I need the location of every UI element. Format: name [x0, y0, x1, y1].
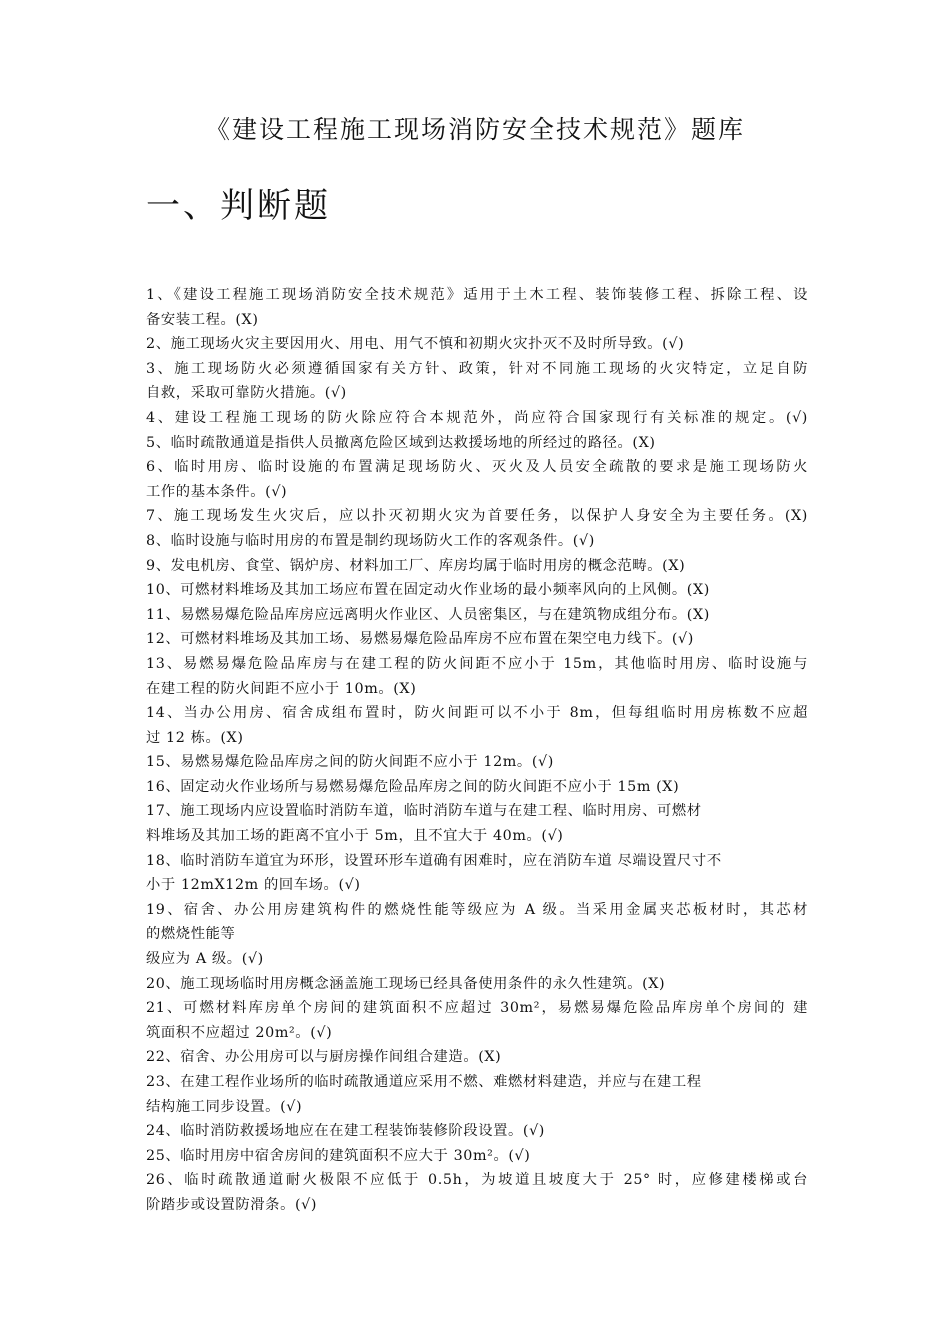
question-line: 阶踏步或设置防滑条。(√) — [146, 1196, 318, 1213]
question-line: 3、施工现场防火必须遵循国家有关方针、政策，针对不同施工现场的火灾特定，立足自防 — [146, 360, 808, 377]
question-line: 过 12 栋。(X) — [146, 729, 244, 746]
question-line: 18、临时消防车道宜为环形，设置环形车道确有困难时，应在消防车道 尽端设置尺寸不 — [146, 852, 722, 869]
question-line: 级应为 A 级。(√) — [146, 951, 264, 968]
question-line: 在建工程的防火间距不应小于 10m。(X) — [146, 680, 417, 697]
question-line: 17、施工现场内应设置临时消防车道，临时消防车道与在建工程、临时用房、可燃材 — [146, 803, 702, 820]
question-line: 9、发电机房、食堂、锅炉房、材料加工厂、库房均属于临时用房的概念范畴。(X) — [146, 557, 686, 574]
question-line: 1、《建设工程施工现场消防安全技术规范》适用于土木工程、装饰装修工程、拆除工程、设 — [146, 287, 808, 303]
question-line: 备安装工程。(X) — [146, 311, 259, 328]
question-line: 5、临时疏散通道是指供人员撤离危险区域到达救援场地的所经过的路径。(X) — [146, 434, 656, 451]
question-line: 14、当办公用房、宿舍成组布置时，防火间距可以不小于 8m，但每组临时用房栋数不应超 — [146, 705, 808, 722]
question-line: 结构施工同步设置。(√) — [146, 1098, 303, 1115]
question-line: 料堆场及其加工场的距离不宜小于 5m，且不宜大于 40m。(√) — [146, 828, 564, 845]
document-title: 《建设工程施工现场消防安全技术规范》题库 — [204, 115, 745, 144]
question-line: 10、可燃材料堆场及其加工场应布置在固定动火作业场的最小频率风向的上风侧。(X) — [146, 582, 710, 599]
question-line: 20、施工现场临时用房概念涵盖施工现场已经具备使用条件的永久性建筑。(X) — [146, 975, 666, 992]
section-heading: 一、判断题 — [146, 186, 331, 226]
question-line: 13、易燃易爆危险品库房与在建工程的防火间距不应小于 15m，其他临时用房、临时设施与 — [146, 655, 808, 672]
question-line: 小于 12mX12m 的回车场。(√) — [146, 877, 361, 894]
question-line: 8、临时设施与临时用房的布置是制约现场防火工作的客观条件。(√) — [146, 532, 595, 549]
question-line: 11、易燃易爆危险品库房应远离明火作业区、人员密集区，与在建筑物成组分布。(X) — [146, 606, 710, 623]
question-line: 4、建设工程施工现场的防火除应符合本规范外，尚应符合国家现行有关标准的规定。(√) — [146, 409, 808, 426]
question-line: 19、宿舍、办公用房建筑构件的燃烧性能等级应为 A 级。当采用金属夹芯板材时，其芯材 — [146, 901, 808, 918]
question-line: 自救，采取可靠防火措施。(√) — [146, 385, 347, 402]
question-line: 6、临时用房、临时设施的布置满足现场防火、灭火及人员安全疏散的要求是施工现场防火 — [146, 459, 808, 476]
question-line: 23、在建工程作业场所的临时疏散通道应采用不燃、难燃材料建造，并应与在建工程 — [146, 1074, 702, 1090]
question-list — [146, 283, 808, 1218]
question-line: 12、可燃材料堆场及其加工场、易燃易爆危险品库房不应布置在架空电力线下。(√) — [146, 631, 694, 648]
question-line: 25、临时用房中宿舍房间的建筑面积不应大于 30m²。(√) — [146, 1147, 531, 1164]
question-line: 21、可燃材料库房单个房间的建筑面积不应超过 30m²，易燃易爆危险品库房单个房间的 建 — [146, 1000, 808, 1017]
question-line: 的燃烧性能等 — [146, 926, 236, 943]
question-line: 24、临时消防救援场地应在在建工程装饰装修阶段设置。(√) — [146, 1123, 545, 1140]
question-line: 22、宿舍、办公用房可以与厨房操作间组合建造。(X) — [146, 1049, 502, 1066]
question-line: 工作的基本条件。(√) — [146, 483, 288, 500]
question-line: 筑面积不应超过 20m²。(√) — [146, 1024, 333, 1041]
question-line: 7、施工现场发生火灾后，应以扑灭初期火灾为首要任务，以保护人身安全为主要任务。(X) — [146, 508, 808, 525]
question-line: 16、固定动火作业场所与易燃易爆危险品库房之间的防火间距不应小于 15m (X) — [146, 778, 680, 795]
question-line: 26、临时疏散通道耐火极限不应低于 0.5h，为坡道且坡度大于 25° 时，应修建楼梯或台 — [146, 1172, 808, 1189]
question-line: 2、施工现场火灾主要因用火、用电、用气不慎和初期火灾扑灭不及时所导致。(√) — [146, 336, 685, 353]
question-line: 15、易燃易爆危险品库房之间的防火间距不应小于 12m。(√) — [146, 754, 554, 771]
